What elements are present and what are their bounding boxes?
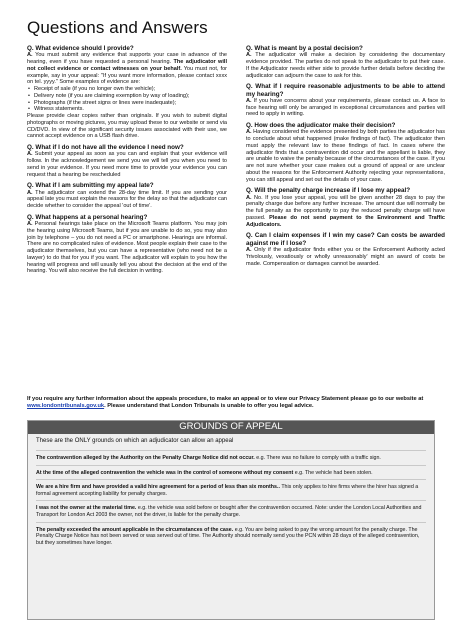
list-item: • Receipt of sale (if you no longer own the vehicle); bbox=[34, 86, 227, 93]
right-column bbox=[246, 45, 445, 271]
answer-label: A. bbox=[27, 221, 33, 228]
answer-label: A. bbox=[246, 52, 252, 59]
answer-label: A. bbox=[27, 52, 33, 59]
ground-title: The contravention alleged by the Authority on the Penalty Charge Notice did not occur. bbox=[36, 455, 255, 461]
ground-text: e.g. There was no failure to comply with a traffic sign. bbox=[254, 455, 381, 461]
question-personal-hearing: Q. What happens at a personal hearing? bbox=[27, 213, 148, 221]
list-item: • Witness statements. bbox=[34, 106, 227, 113]
answer-text: Having considered the evidence presented by both parties the adjudicator has to conclude about what happened (make findings of fact). The adjudicator then must apply the relevant law to these findings of fact. In cases where the adjudicator finds that a contravention did occur and the appellant is liable, they are unable to waive the penalty because of the circumstances of the case. If you are not sure whether your case makes out a ground of appeal or are unclear about the reasons for the Enforcement Authority rejecting your representations, you can still appeal and set out the details of your case. bbox=[246, 129, 445, 183]
answer-missing-evidence bbox=[27, 151, 227, 178]
ground-title: We are a hire firm and have provided a valid hire agreement for a period of less than six months.. bbox=[36, 484, 280, 491]
grounds-of-appeal-box bbox=[27, 420, 435, 620]
answer-text: Only if the adjudicator finds either you or the Enforcement Authority acted 'frivolously, vexatiously or wholly unreasonably' might an award of costs be made. Compensation or damages cannot be awarded. bbox=[246, 247, 445, 267]
answer-label: A. bbox=[27, 151, 33, 158]
question-expenses: Q. Can I claim expenses if I win my case? Can costs be awarded against me if I lose? bbox=[246, 232, 445, 247]
answer-text: You must submit any evidence that supports your case in advance of the hearing, even if you have requested a personal hearing. bbox=[27, 52, 227, 66]
answer-emphasis: Please do not send payment to the Environment and Traffic Adjudicators. bbox=[246, 214, 446, 228]
answer-postal-decision bbox=[246, 52, 445, 79]
answer-personal-hearing bbox=[27, 221, 227, 275]
answer-text: The adjudicator will make a decision by considering the documentary evidence provided. The parties do not speak to the adjudicator to put their case. If the Adjudicator needs either side to provide further details before deciding the adjudicator can adjourn the case to ask for this. bbox=[246, 52, 445, 79]
question-evidence: Q. What evidence should I provide? bbox=[27, 45, 134, 52]
answer-label: A. bbox=[246, 129, 252, 136]
answer-evidence-format: Please provide clear copies rather than originals. If you wish to submit digital photographs or moving pictures, you may upload these to our website or send via CD/DVD. In view of the significant security issues associated with their use, we cannot accept evidence on a USB flash drive. bbox=[27, 113, 227, 140]
question-decision: Q. How does the adjudicator make their decision? bbox=[246, 122, 396, 130]
question-missing-evidence: Q. What if I do not have all the evidence I need now? bbox=[27, 144, 184, 152]
question-adjustments: Q. What if I require reasonable adjustments to be able to attend my hearing? bbox=[246, 83, 445, 98]
ground-title: I was not the owner at the material time. bbox=[36, 505, 137, 512]
ground-text: e.g. the vehicle was sold before or bought after the contravention occurred. Note: under the London Local Authorities and Transport for London Act 2003 the owner, not the driver, is liable for the penalty charge. bbox=[36, 505, 422, 518]
ground-text: e.g. You are being asked to pay the wrong amount for the penalty charge. The Penalty Charge Notice has not been served or was served out of time. The Authority should normally send you the PCN within 28 days of the alleged contravention, but they sometimes have longer. bbox=[36, 526, 420, 546]
answer-text: Personal hearings take place on the Microsoft Teams platform. You may join the hearing using Microsoft Teams, but if you are unable to do so, you may also join by telephone – you do not need a PC or smartphone. Hearings are informal. There are no complicated rules of evidence. Most people explain their case to the adjudicator themselves, but you can have a representative (who need not be a lawyer) to do that for you if you want. The adjudicator will explain to you how the hearing will progress and will usually tell you about the decision at the end of the hearing. You will also receive the full decision in writing. bbox=[27, 221, 227, 275]
ground-title: The penalty exceeded the amount applicable in the circumstances of the case. bbox=[36, 526, 234, 533]
further-information bbox=[27, 396, 433, 410]
answer-text: The adjudicator can extend the 28-day time limit. If you are sending your appeal late you must explain the reasons for the delay so that the adjudicator can decide whether to consider the appeal 'out of time'. bbox=[27, 189, 227, 210]
grounds-header: GROUNDS OF APPEAL bbox=[28, 421, 434, 434]
answer-late-appeal bbox=[27, 190, 227, 210]
answer-text: If you have concerns about your requirements, please contact us. A face to face hearing will only be arranged in exceptional circumstances and parties will need to apply in writing. bbox=[246, 97, 445, 118]
evidence-list bbox=[27, 86, 227, 113]
ground-text: This only applies to hire firms where the hirer has signed a formal agreement accepting liability for penalty charges. bbox=[36, 484, 419, 497]
answer-label: A. bbox=[246, 194, 252, 201]
answer-emphasis: The adjudicator will not collect evidence or contact witnesses on your behalf. bbox=[27, 59, 227, 72]
list-item: • Photographs (if the street signs or lines were inadequate); bbox=[34, 100, 227, 107]
ground-item bbox=[36, 450, 426, 465]
question-penalty-increase: Q. Will the penalty charge increase if I lose my appeal? bbox=[246, 187, 411, 195]
answer-label: A. bbox=[27, 189, 33, 196]
ground-title: At the time of the alleged contravention the vehicle was in the control of someone without my consent bbox=[36, 469, 294, 476]
question-postal-decision: Q. What is meant by a postal decision? bbox=[246, 45, 363, 52]
answer-evidence bbox=[27, 52, 227, 86]
answer-label: A. bbox=[246, 97, 252, 104]
page-title: Questions and Answers bbox=[27, 18, 208, 37]
ground-item bbox=[36, 479, 426, 500]
answer-penalty-increase bbox=[246, 195, 445, 229]
left-column bbox=[27, 45, 227, 279]
list-item: • Delivery note (if you are claiming exemption by way of loading); bbox=[34, 93, 227, 100]
ground-item bbox=[36, 500, 426, 521]
ground-item bbox=[36, 465, 426, 480]
grounds-intro: These are the ONLY grounds on which an adjudicator can allow an appeal bbox=[36, 438, 234, 444]
answer-decision bbox=[246, 129, 445, 183]
question-late-appeal: Q. What if I am submitting my appeal late? bbox=[27, 182, 154, 190]
answer-text: Submit your appeal as soon as you can and explain that your evidence will follow. In the acknowledgement we send you we will tell you when you need to send in your evidence. If you need more time to provide your evidence you can request that a hearing be rescheduled bbox=[27, 151, 227, 178]
answer-text: You must not, for example, say in your appeal: "If you want more information, please contact xxxx on tel. yyyy." Some examples of evidence are: bbox=[27, 65, 227, 86]
answer-text: No. If you lose your appeal, you will be given another 28 days to pay the penalty charge due before any further increase. The amount due will normally be the full penalty as the opportunity to pay the reduced penalty charge will have passed. bbox=[246, 194, 445, 221]
ground-text: e.g. The vehicle had been stolen. bbox=[293, 469, 373, 476]
info-text: . Please understand that London Tribunals is unable to offer you legal advice. bbox=[104, 403, 314, 409]
answer-adjustments bbox=[246, 98, 445, 118]
answer-expenses bbox=[246, 247, 445, 267]
website-link[interactable]: www.londontribunals.gov.uk bbox=[27, 403, 105, 409]
ground-item bbox=[36, 522, 426, 550]
info-text: If you require any further information about the appeals procedure, to make an appeal or to view our Privacy Statement please go to our website at bbox=[27, 396, 424, 402]
answer-label: A. bbox=[246, 247, 252, 254]
